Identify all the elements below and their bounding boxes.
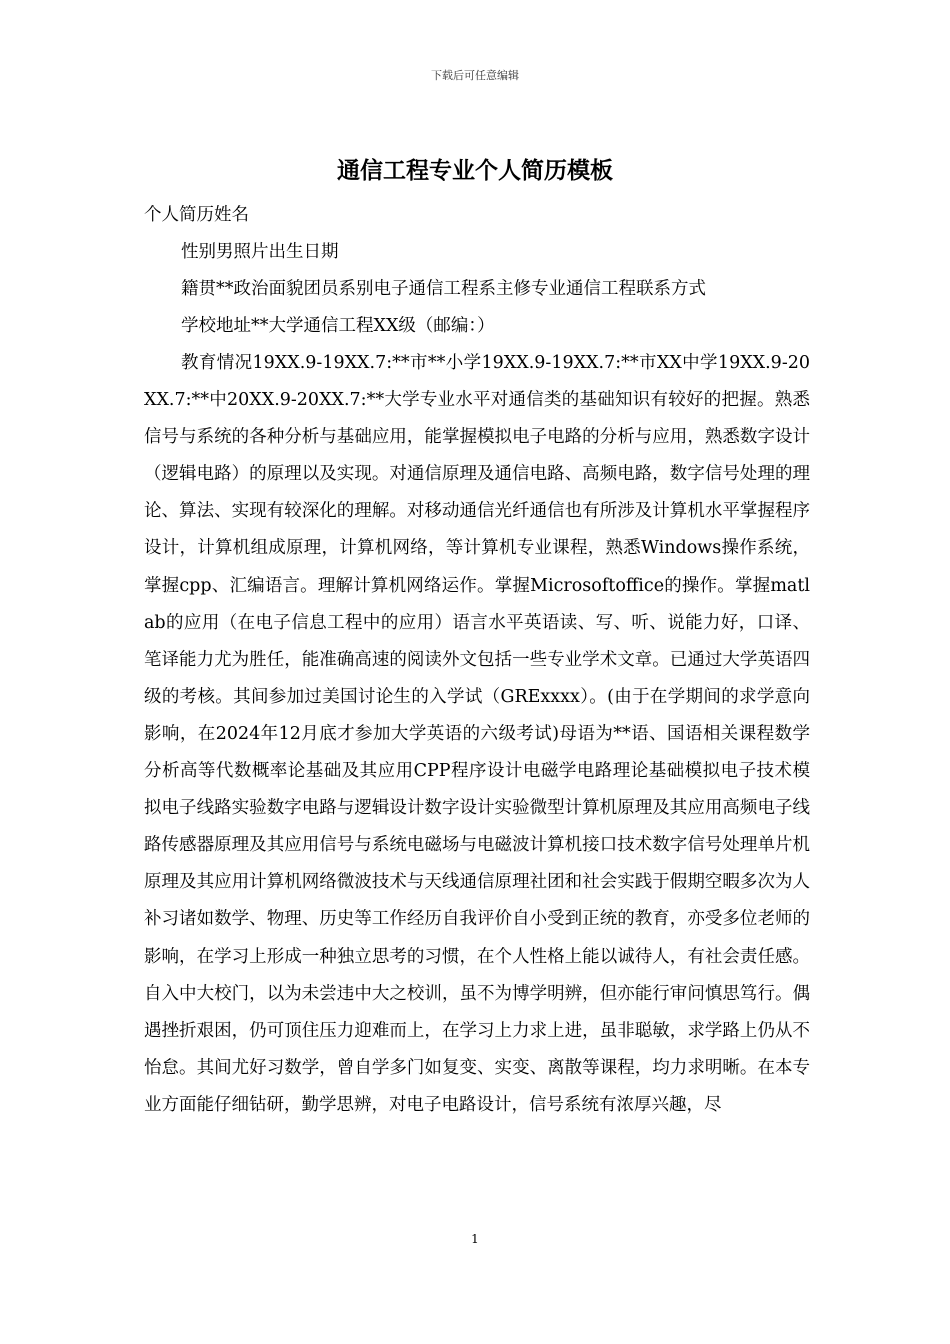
header-note: 下载后可任意编辑 bbox=[431, 69, 519, 82]
origin-major-line: 籍贯**政治面貌团员系别电子通信工程系主修专业通信工程联系方式 bbox=[181, 279, 706, 299]
document-title: 通信工程专业个人简历模板 bbox=[337, 157, 613, 184]
body-paragraph: 教育情况19XX.9-19XX.7:**市**小学19XX.9-19XX.7:**市XX中学19XX.9-20XX.7:**中20XX.9-20XX.7:**大学专业水平对通信类的基础知识有较好的把握。熟悉信号与系统的各种分析与基础应用，能掌握模拟电子电路的分析与应用，熟悉数字设计（逻辑电路）的原理以及实现。对通信原理及通信电路、高频电路，数字信号处理的理论、算法、实现有较深化的理解。对移动通信光纤通信也有所涉及计算机水平掌握程序设计，计算机组成原理，计算机网络，等计算机专业课程，熟悉Windows操作系统，掌握cpp、汇编语言。理解计算机网络运作。掌握Microsoftoffice的操作。掌握matlab的应用（在电子信息工程中的应用）语言水平英语读、写、听、说能力好，口译、笔译能力尤为胜任，能准确高速的阅读外文包括一些专业学术文章。已通过大学英语四级的考核。其间参加过美国讨论生的入学试（GRExxxx）。(由于在学期间的求学意向影响，在2024年12月底才参加大学英语的六级考试)母语为**语、国语相关课程数学分析高等代数概率论基础及其应用CPP程序设计电磁学电路理论基础模拟电子技术模拟电子线路实验数字电路与逻辑设计数字设计实验微型计算机原理及其应用高频电子线路传感器原理及其应用信号与系统电磁场与电磁波计算机接口技术数字信号处理单片机原理及其应用计算机网络微波技术与天线通信原理社团和社会实践于假期空暇多次为人补习诸如数学、物理、历史等工作经历自我评价自小受到正统的教育，亦受多位老师的影响，在学习上形成一种独立思考的习惯，在个人性格上能以诚待人，有社会责任感。自入中大校门，以为未尝违中大之校训，虽不为博学明辨，但亦能行审问慎思笃行。偶遇挫折艰困，仍可顶住压力迎难而上，在学习上力求上进，虽非聪敏，求学路上仍从不怡怠。其间尤好习数学，曾自学多门如复变、实变、离散等课程，均力求明晰。在本专业方面能仔细钻研，勤学思辨，对电子电路设计，信号系统有浓厚兴趣，尽 bbox=[144, 353, 810, 1115]
resume-name-line: 个人简历姓名 bbox=[144, 205, 249, 225]
page-number: 1 bbox=[471, 1232, 479, 1246]
gender-birth-line: 性别男照片出生日期 bbox=[181, 242, 339, 262]
school-address-line: 学校地址**大学通信工程XX级（邮编：） bbox=[181, 316, 495, 336]
